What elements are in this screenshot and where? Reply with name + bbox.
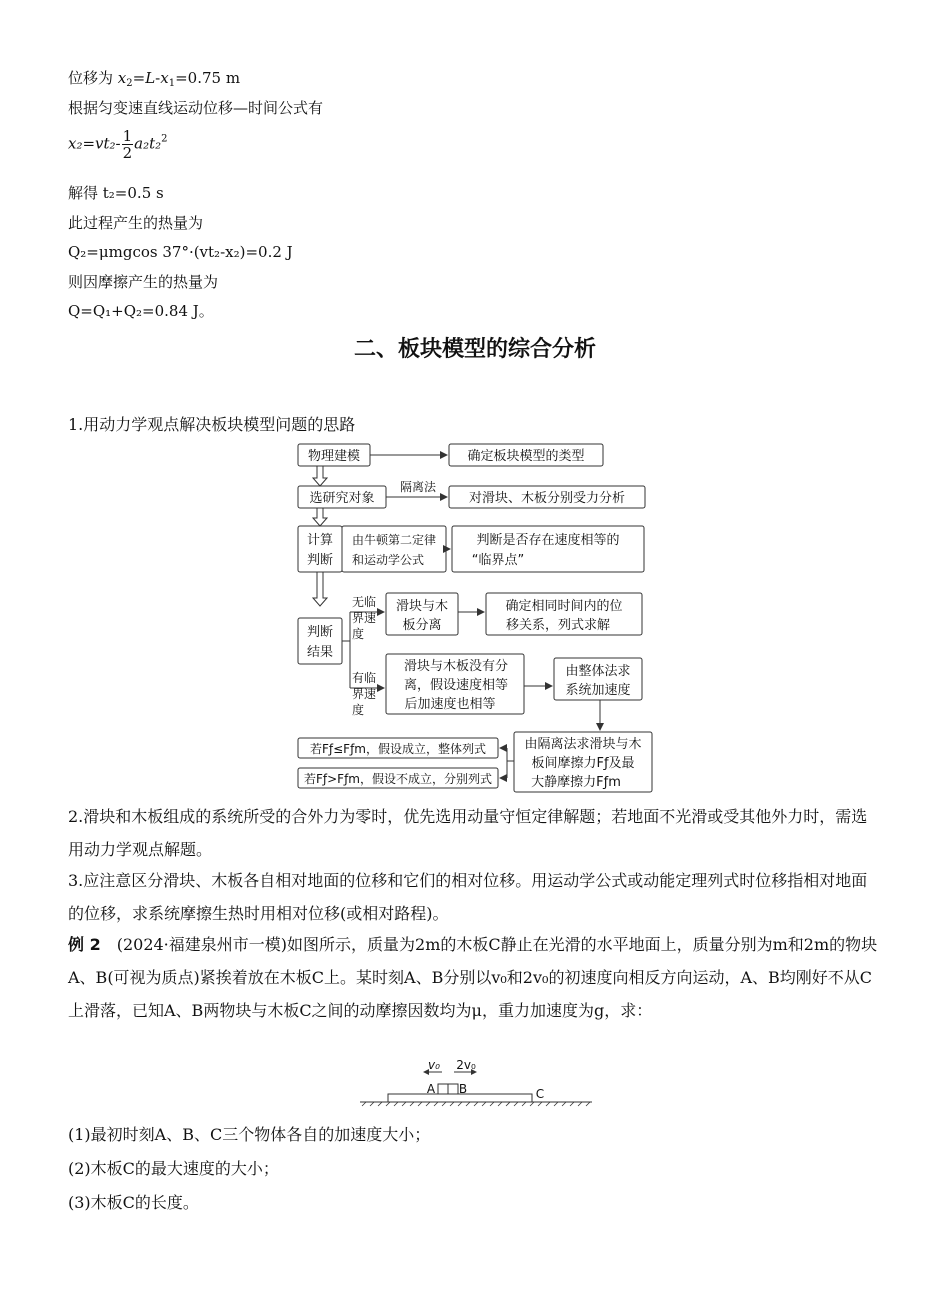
label-b: B [458,1082,468,1096]
hollow-arrow [313,466,327,486]
op: = [132,69,146,87]
label-result-2: 结果 [306,645,334,660]
label-judge-speed-2: “临界点” [471,553,525,568]
label-has-critical-3: 度 [351,703,365,717]
label-isolation-friction-1: 由隔离法求滑块与木 [524,737,642,752]
block-b [448,1084,458,1094]
label-has-critical-2: 界速 [351,687,377,701]
label-isolation-friction-3: 大静摩擦力Fƒm [531,775,621,790]
label-cond-gt: 若Fƒ>Fƒm，假设不成立，分别列式 [304,772,492,786]
line-friction-heat-intro: 则因摩擦产生的热量为 [68,273,219,291]
hollow-arrow [313,572,327,606]
label-isolation-friction-2: 板间摩擦力Fƒ及最 [531,756,635,771]
label-judge-speed-1: 判断是否存在速度相等的 [476,533,620,548]
question-2: (2)木板C的最大速度的大小； [68,1159,279,1178]
label-cond-le: 若Fƒ≤Fƒm，假设成立，整体列式 [310,742,486,756]
line-displacement [68,68,240,88]
label-separate-2: 板分离 [402,618,442,633]
label-whole-method-2: 系统加速度 [565,683,631,698]
label-physics-model: 物理建模 [307,449,361,464]
label-v0: v₀ [428,1060,440,1072]
line-kinematics-formula [68,128,168,161]
fraction [122,128,134,161]
label-has-critical-1: 有临 [351,671,377,685]
example-tag: 例 2 [68,935,101,954]
label-force-analysis: 对滑块、木板分别受力分析 [468,491,626,506]
label-no-critical-3: 度 [351,627,365,641]
denominator: 2 [122,144,133,162]
label-choose-object: 选研究对象 [309,491,375,506]
label-newton-law-1: 由牛顿第二定律 [351,533,437,547]
label-c: C [535,1087,545,1101]
block-a [438,1084,448,1094]
label-no-critical-1: 无临 [351,595,377,609]
label-newton-law-2: 和运动学公式 [351,553,425,567]
numerator: 1 [122,127,133,145]
board-figure [0,1060,950,1110]
label-calc-judge-2: 判断 [306,553,334,568]
example-2 [68,928,880,1027]
label-no-separate-1: 滑块与木板没有分 [403,659,509,674]
label-result-1: 判断 [306,625,334,640]
var: x [160,69,169,87]
line-total-heat: Q=Q₁+Q₂=0.84 J。 [68,302,214,320]
label-no-separate-2: 离，假设速度相等 [403,678,509,693]
line-heat-q2: Q₂=μmgcos 37°·(vt₂-x₂)=0.2 J [68,243,293,261]
point-3: 3.应注意区分滑块、木板各自相对地面的位移和它们的相对位移。用运动学公式或动能定理列式时位移指相对地面的位移，求系统摩擦生热时用相对位移(或相对路程)。 [68,871,868,923]
question-3: (3)木板C的长度。 [68,1193,199,1212]
flowchart [0,436,950,796]
label-no-critical-2: 界速 [351,611,377,625]
line-formula-intro: 根据匀变速直线运动位移—时间公式有 [68,99,324,117]
text: 位移为 [68,69,118,87]
line-heat-intro: 此过程产生的热量为 [68,214,204,232]
var: L [145,69,156,87]
label-calc-judge-1: 计算 [306,533,334,548]
label-displacement-2: 移关系，列式求解 [505,618,611,633]
hollow-arrow [313,508,327,526]
label-isolation-method: 隔离法 [399,480,437,494]
label-whole-method-1: 由整体法求 [565,664,631,679]
label-no-separate-3: 后加速度也相等 [404,697,496,712]
exponent: 2 [161,133,168,145]
line-solve-t2: 解得 t₂=0.5 s [68,184,164,202]
formula-lhs: x₂=vt₂- [68,134,121,153]
section-title: 二、板块模型的综合分析 [353,337,596,362]
sub: 1 [168,78,176,89]
point-2: 2.滑块和木板组成的系统所受的合外力为零时，优先选用动量守恒定律解题；若地面不光滑或受其他外力时，需选用动力学观点解题。 [68,807,868,859]
label-separate-1: 滑块与木 [395,599,449,614]
label-determine-type: 确定板块模型的类型 [467,449,585,464]
value: =0.75 m [175,69,241,87]
sub: 2 [126,78,133,89]
question-1: (1)最初时刻A、B、C三个物体各自的加速度大小； [68,1125,431,1144]
label-a: A [426,1082,436,1096]
label-displacement-1: 确定相同时间内的位 [505,599,623,614]
formula-rhs: a₂t₂ [134,134,162,153]
example-text: (2024·福建泉州市一模)如图所示，质量为2m的木板C静止在光滑的水平地面上，质量分别为m和2m的物块A、B(可视为质点)紧挨着放在木板C上。某时刻A、B分别以v₀和2v₀的初速度向相反方向运动，A、B均刚好不从C上滑落，已知A、B两物块与木板C之间的动摩擦因数均为μ，重力加速度为g，求： [68,935,878,1020]
op: - [155,69,161,87]
point-1: 1.用动力学观点解决板块模型问题的思路 [68,415,356,434]
label-2v0: 2v₀ [456,1060,476,1072]
var: x [117,69,127,87]
